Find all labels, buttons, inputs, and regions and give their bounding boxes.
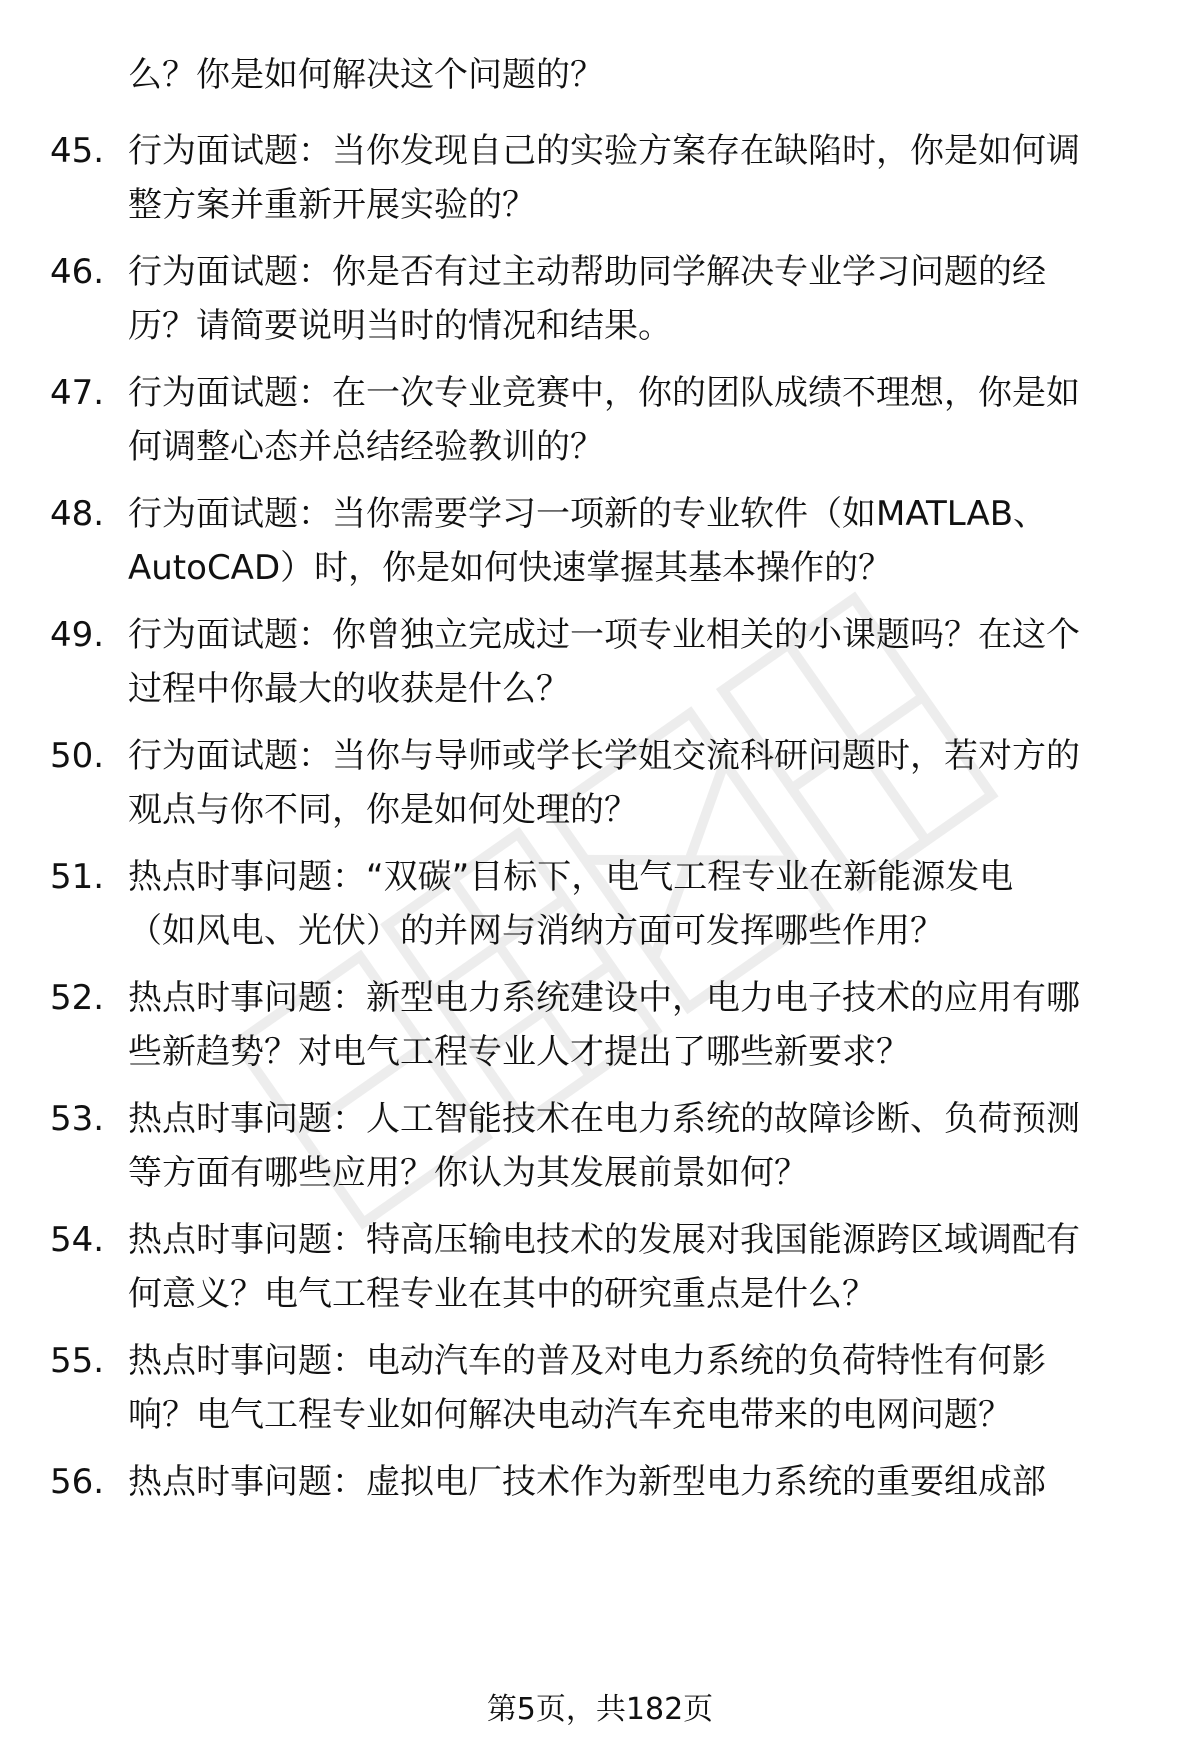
item-text-line: 行为面试题：你曾独立完成过一项专业相关的小课题吗？在这个 (128, 615, 1080, 655)
item-text-line: 何调整心态并总结经验教训的？ (128, 427, 604, 467)
item-number: 45. (50, 131, 105, 171)
item-text-line: 历？请简要说明当时的情况和结果。 (128, 306, 672, 346)
item-text-line: 响？电气工程专业如何解决电动汽车充电带来的电网问题？ (128, 1395, 1012, 1435)
item-number: 50. (50, 736, 105, 776)
item-number: 51. (50, 857, 105, 897)
item-text-line: 行为面试题：当你与导师或学长学姐交流科研问题时，若对方的 (128, 736, 1080, 776)
item-text-line: 等方面有哪些应用？你认为其发展前景如何？ (128, 1153, 808, 1193)
item-text-line: 热点时事问题：“双碳”目标下，电气工程专业在新能源发电 (128, 857, 1014, 897)
item-text-line: 何意义？电气工程专业在其中的研究重点是什么？ (128, 1274, 876, 1314)
item-text-line: 行为面试题：当你发现自己的实验方案存在缺陷时，你是如何调 (128, 131, 1080, 171)
item-text-line: 观点与你不同，你是如何处理的？ (128, 790, 638, 830)
item-text-line: 行为面试题：你是否有过主动帮助同学解决专业学习问题的经 (128, 252, 1046, 292)
item-text-line: 热点时事问题：特高压输电技术的发展对我国能源跨区域调配有 (128, 1220, 1080, 1260)
item-number: 46. (50, 252, 105, 292)
item-text-line: 热点时事问题：电动汽车的普及对电力系统的负荷特性有何影 (128, 1341, 1046, 1381)
item-text-line: 些新趋势？对电气工程专业人才提出了哪些新要求？ (128, 1032, 910, 1072)
item-text-line: 整方案并重新开展实验的？ (128, 185, 536, 225)
page-number-footer: 第5页，共182页 (486, 1692, 714, 1727)
item-text-line: AutoCAD）时，你是如何快速掌握其基本操作的？ (128, 548, 893, 588)
item-text-line: 热点时事问题：新型电力系统建设中，电力电子技术的应用有哪 (128, 978, 1080, 1018)
item-number: 53. (50, 1099, 105, 1139)
item-number: 47. (50, 373, 105, 413)
item-text-line: 热点时事问题：虚拟电厂技术作为新型电力系统的重要组成部 (128, 1462, 1046, 1502)
item-number: 55. (50, 1341, 105, 1381)
item-text-line: （如风电、光伏）的并网与消纳方面可发挥哪些作用？ (128, 911, 944, 951)
item-text-line: 过程中你最大的收获是什么？ (128, 669, 570, 709)
item-text-line: 行为面试题：当你需要学习一项新的专业软件（如MATLAB、 (128, 494, 1048, 534)
item-number: 56. (50, 1462, 105, 1502)
item-number: 48. (50, 494, 105, 534)
item-text-line: 么？你是如何解决这个问题的？ (128, 55, 604, 95)
item-text-line: 行为面试题：在一次专业竞赛中，你的团队成绩不理想，你是如 (128, 373, 1080, 413)
item-number: 49. (50, 615, 105, 655)
item-text-line: 热点时事问题：人工智能技术在电力系统的故障诊断、负荷预测 (128, 1099, 1080, 1139)
item-number: 54. (50, 1220, 105, 1260)
item-number: 52. (50, 978, 105, 1018)
